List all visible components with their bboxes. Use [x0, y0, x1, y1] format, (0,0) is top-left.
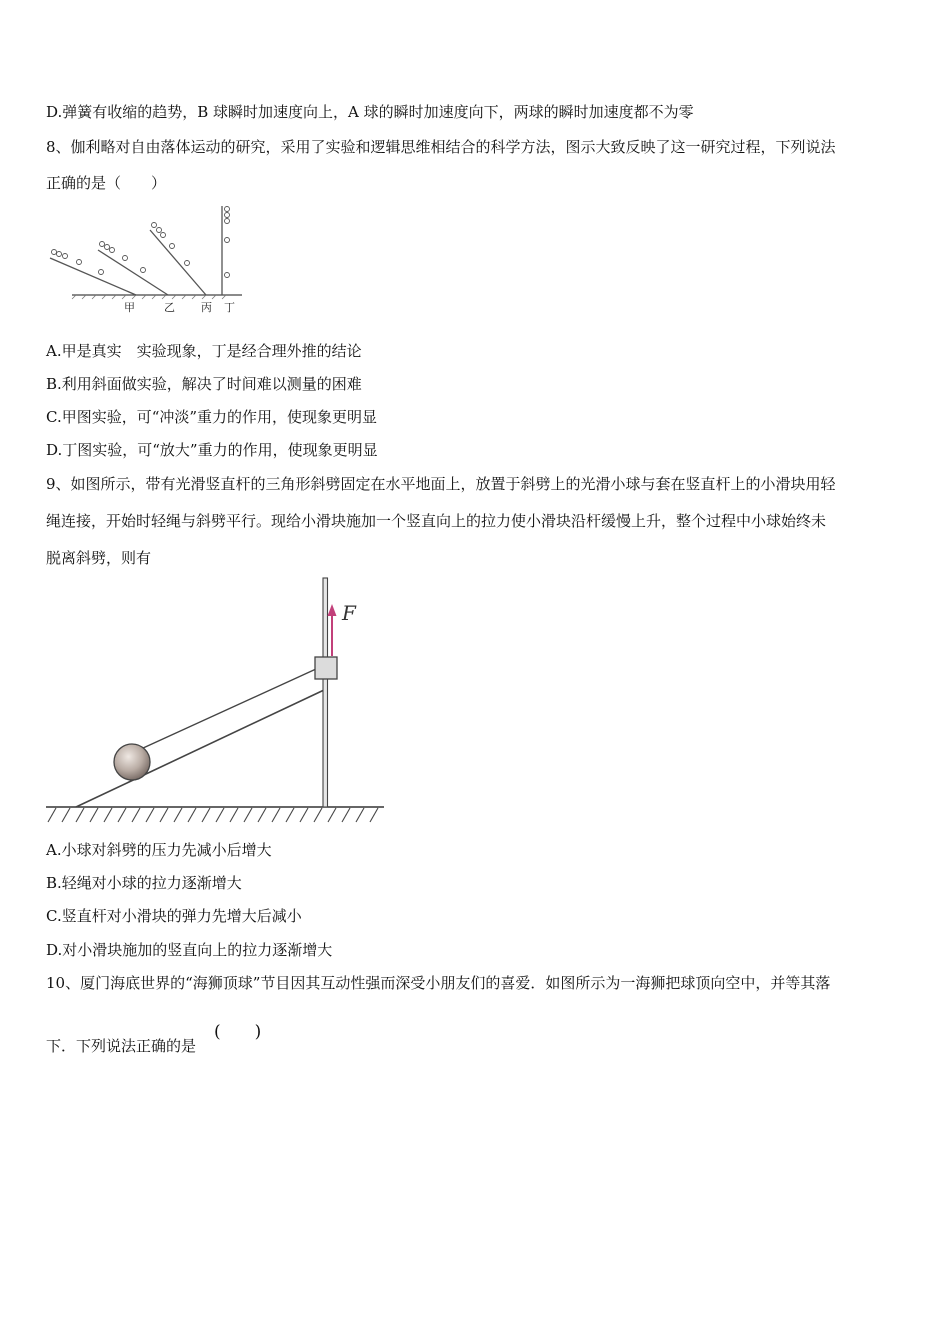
q9-option-c: C.竖直杆对小滑块的弹力先增大后减小 — [46, 907, 302, 925]
rope — [130, 669, 316, 754]
incline-yi — [98, 250, 168, 295]
q9-figure-wedge — [44, 574, 388, 828]
q8-figure-inclines — [46, 200, 246, 316]
slider-block — [315, 657, 337, 679]
q8-option-d: D.丁图实验，可“放大”重力的作用，使现象更明显 — [46, 441, 378, 459]
vertical-rod — [323, 578, 328, 807]
label-yi: 乙 — [164, 301, 175, 314]
q9-option-a: A.小球对斜劈的压力先减小后增大 — [46, 841, 272, 859]
force-arrowhead — [328, 604, 337, 616]
q10-stem-line2: 下．下列说法正确的是 — [46, 1037, 197, 1055]
q7-option-d: D.弹簧有收缩的趋势，B 球瞬时加速度向上，A 球的瞬时加速度向下，两球的瞬时加速度都不为零 — [46, 103, 694, 121]
incline-bing — [150, 230, 206, 295]
ball — [114, 744, 150, 780]
label-bing: 丙 — [201, 301, 212, 314]
q8-stem-line1: 8、伽利略对自由落体运动的研究，采用了实验和逻辑思维相结合的科学方法，图示大致反映了这一研究过程，下列说法 — [46, 138, 836, 156]
incline-jia — [50, 258, 136, 295]
q8-option-b: B.利用斜面做实验，解决了时间难以测量的困难 — [46, 375, 362, 393]
q9-option-d: D.对小滑块施加的竖直向上的拉力逐渐增大 — [46, 941, 333, 959]
q9-stem-line3: 脱离斜劈，则有 — [46, 549, 152, 567]
q8-option-c: C.甲图实验，可“冲淡”重力的作用，使现象更明显 — [46, 408, 378, 426]
q8-option-a: A.甲是真实 实验现象，丁是经合理外推的结论 — [46, 342, 362, 360]
q9-stem-line2: 绳连接，开始时轻绳与斜劈平行。现给小滑块施加一个竖直向上的拉力使小滑块沿杆缓慢上升，整个过程中小球始终未 — [46, 512, 827, 530]
label-ding: 丁 — [224, 301, 235, 314]
label-jia: 甲 — [124, 301, 135, 314]
q10-stem-line1: 10、厦门海底世界的“海狮顶球”节目因其互动性强而深受小朋友们的喜爱．如图所示为一海狮把球顶向空中，并等其落 — [46, 974, 831, 992]
q9-option-b: B.轻绳对小球的拉力逐渐增大 — [46, 874, 242, 892]
q8-stem-line2: 正确的是（ ） — [46, 174, 167, 192]
wedge-incline — [76, 690, 324, 807]
force-label: F — [342, 601, 356, 625]
q9-stem-line1: 9、如图所示，带有光滑竖直杆的三角形斜劈固定在水平地面上，放置于斜劈上的光滑小球与套在竖直杆上的小滑块用轻 — [46, 475, 836, 493]
q10-answer-bracket: ( ) — [214, 1022, 262, 1042]
